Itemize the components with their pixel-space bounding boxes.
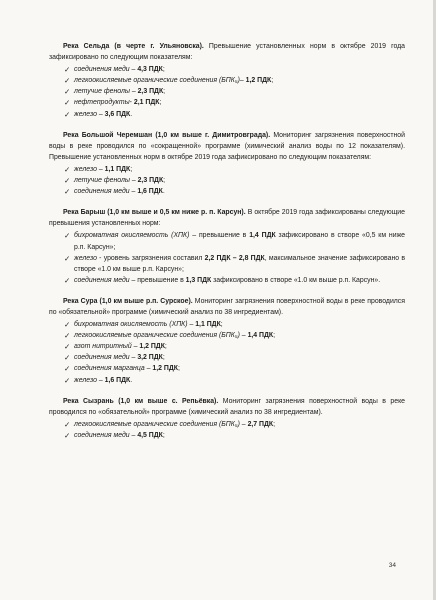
list-item [64,430,405,441]
indicator-connector: – [239,420,248,428]
checkmark-icon: ✓ [64,65,71,75]
indicator-value: 1,4 ПДК [249,232,276,240]
indicator-list [49,319,405,386]
checkmark-icon: ✓ [64,275,71,285]
list-item [64,275,405,286]
indicator-end: ; [163,88,166,96]
section-title: Река Сельда (в черте г. Ульяновска). [63,43,204,50]
list-item [64,230,405,252]
list-item [64,363,405,374]
indicator-end: ; [273,420,276,428]
indicator-name: легкоокисляемые органические соединения (БПК₅) [74,420,240,428]
indicator-connector: – [129,88,138,96]
list-item [64,97,405,108]
section-syzran [49,396,405,441]
indicator-name: азот нитритный [74,343,132,351]
checkmark-icon: ✓ [64,187,71,197]
indicator-name: соединения меди [74,188,130,196]
checkmark-icon: ✓ [64,364,71,374]
indicator-list [49,164,405,197]
indicator-name: нефтепродукты [74,99,130,107]
list-item [64,375,405,386]
indicator-name: бихроматная окисляемость (ХПК) [74,232,190,240]
section-text: Превышение установленных норм в октябре 2019 года зафиксировано по следующим показателям: [49,43,405,62]
list-item [64,253,405,275]
section-sura [49,296,405,386]
indicator-end: ; [271,77,274,85]
section-text: Мониторинг загрязнения поверхностной воды в реке проводился по «сокращенной» программе (химический анализ воды по 12 показателям). Превышение установленных норм в октябре 2019 года зафиксировано по следующим показателям: [49,131,405,161]
indicator-connector: – [129,431,138,439]
indicator-value: 1,1 ПДК [104,165,131,173]
indicator-connector: – превышение в [129,276,186,284]
indicator-name: соединения меди [74,66,130,74]
indicator-connector: - [129,99,134,107]
list-item [64,175,405,186]
indicator-end: зафиксировано в створе «0,5 км ниже р.п. Карсун»; [74,232,406,251]
indicator-value: 2,1 ПДК [133,99,160,107]
list-item [64,419,405,430]
indicator-connector: – [144,365,153,373]
checkmark-icon: ✓ [64,419,71,429]
indicator-end: ; [162,354,165,362]
indicator-value: 2,2 ПДК – 2,8 ПДК [204,254,265,262]
indicator-end: ; [164,343,167,351]
list-item [64,164,405,175]
checkmark-icon: ✓ [64,98,71,108]
indicator-connector: – [129,188,138,196]
section-text: В октябре 2019 года зафиксированы следующие превышения установленных норм: [49,209,405,228]
section-intro [49,296,405,318]
checkmark-icon: ✓ [64,375,71,385]
section-bolshoy-cheremshan [49,130,405,198]
list-item [64,64,405,75]
indicator-connector: – [96,376,105,384]
list-item [64,330,405,341]
section-text: Мониторинг загрязнения поверхностной воды в реке проводился по «обязательной» программе (химический анализ по 38 ингредиентам). [49,397,405,416]
checkmark-icon: ✓ [64,253,71,263]
checkmark-icon: ✓ [64,353,71,363]
section-selda [49,41,405,120]
list-item [64,109,405,120]
section-intro [49,207,405,229]
indicator-name: соединения меди [74,431,130,439]
indicator-end: зафиксировано в створе «1.0 км выше р.п. Карсун». [211,276,381,284]
indicator-connector: – [129,66,138,74]
indicator-list [49,64,405,119]
section-title: Река Сура (1,0 км выше р.п. Сурское). [63,297,193,305]
indicator-list [49,230,405,285]
indicator-name: железо [74,376,97,384]
indicator-value: 1,3 ПДК [185,276,212,284]
indicator-end: ; [162,431,165,439]
indicator-value: 2,3 ПДК [137,88,164,96]
checkmark-icon: ✓ [64,231,71,241]
section-barysh [49,207,405,286]
list-item [64,186,405,197]
indicator-name: легкоокисляемые органические соединения (БПК₅) [74,77,240,85]
page-number: 34 [388,562,396,569]
indicator-value: 1,1 ПДК [195,321,221,329]
indicator-end: , максимальное значение зафиксировано в створе «1.0 км выше р.п. Карсун»; [74,254,405,273]
indicator-value: 1,2 ПДК [139,343,165,351]
indicator-name: железо [74,165,97,173]
indicator-end: ; [159,99,162,107]
indicator-connector: – [96,110,105,118]
indicator-name: соединения меди [74,276,130,284]
section-title: Река Барыш (1,0 км выше и 0,5 км ниже р. п. Карсун). [63,209,246,217]
section-intro [49,396,405,418]
indicator-name: соединения марганца [74,365,145,373]
checkmark-icon: ✓ [64,320,71,330]
indicator-end: ; [162,66,165,74]
section-title: Река Большой Черемшан (1,0 км выше г. Димитровграда). [63,131,271,139]
indicator-value: 4,3 ПДК [137,66,163,74]
indicator-connector: – [96,165,105,173]
indicator-end: ; [163,177,166,185]
indicator-end: ; [130,165,133,173]
indicator-name: соединения меди [74,354,130,362]
checkmark-icon: ✓ [64,76,71,86]
checkmark-icon: ✓ [64,164,71,174]
indicator-name: железо [74,254,97,262]
checkmark-icon: ✓ [64,87,71,97]
indicator-connector: - уровень загрязнения составил [96,254,205,262]
indicator-value: 2,3 ПДК [137,177,164,185]
checkmark-icon: ✓ [64,176,71,186]
indicator-end: ; [273,332,276,340]
indicator-value: 1,4 ПДК [247,332,274,340]
indicator-name: железо [74,110,97,118]
list-item [64,75,405,86]
indicator-connector: – [239,332,248,340]
indicator-end: ; [220,321,223,329]
indicator-value: 1,2 ПДК [152,365,178,373]
indicator-name: летучие фенолы [74,88,130,96]
indicator-value: 3,2 ПДК [137,354,163,362]
checkmark-icon: ✓ [64,331,71,341]
list-item [64,319,405,330]
indicator-name: летучие фенолы [74,177,130,185]
checkmark-icon: ✓ [64,430,71,440]
checkmark-icon: ✓ [64,342,71,352]
list-item [64,86,405,97]
indicator-value: 1,6 ПДК [137,188,163,196]
indicator-connector: – [239,77,246,85]
section-text: Мониторинг загрязнения поверхностной воды в реке проводился по «обязательной» программе (химический анализ по 38 ингредиентам). [49,297,405,316]
indicator-value: 3,6 ПДК [104,110,131,118]
indicator-value: 2,7 ПДК [247,420,274,428]
indicator-value: 4,5 ПДК [137,431,163,439]
indicator-list [49,419,405,441]
section-title: Река Сызрань (1,0 км выше с. Репьёвка). [63,397,219,405]
indicator-name: бихроматная окисляемость (ХПК) [74,321,188,329]
indicator-connector: – [129,177,138,185]
indicator-name: легкоокисляемые органические соединения (БПК₅) [74,332,240,340]
list-item [64,341,405,352]
document-body [49,41,405,451]
checkmark-icon: ✓ [64,109,71,119]
indicator-connector: – превышение в [189,232,250,240]
indicator-end: ; [177,365,180,373]
indicator-end: . [130,376,133,384]
indicator-connector: – [187,321,196,329]
indicator-end: . [130,110,133,118]
indicator-connector: – [129,354,138,362]
indicator-connector: – [131,343,140,351]
list-item [64,352,405,363]
section-intro [49,130,405,163]
indicator-value: 1,6 ПДК [104,376,131,384]
indicator-end: . [162,188,165,196]
section-intro [49,41,405,63]
indicator-value: 1,2 ПДК [245,77,272,85]
